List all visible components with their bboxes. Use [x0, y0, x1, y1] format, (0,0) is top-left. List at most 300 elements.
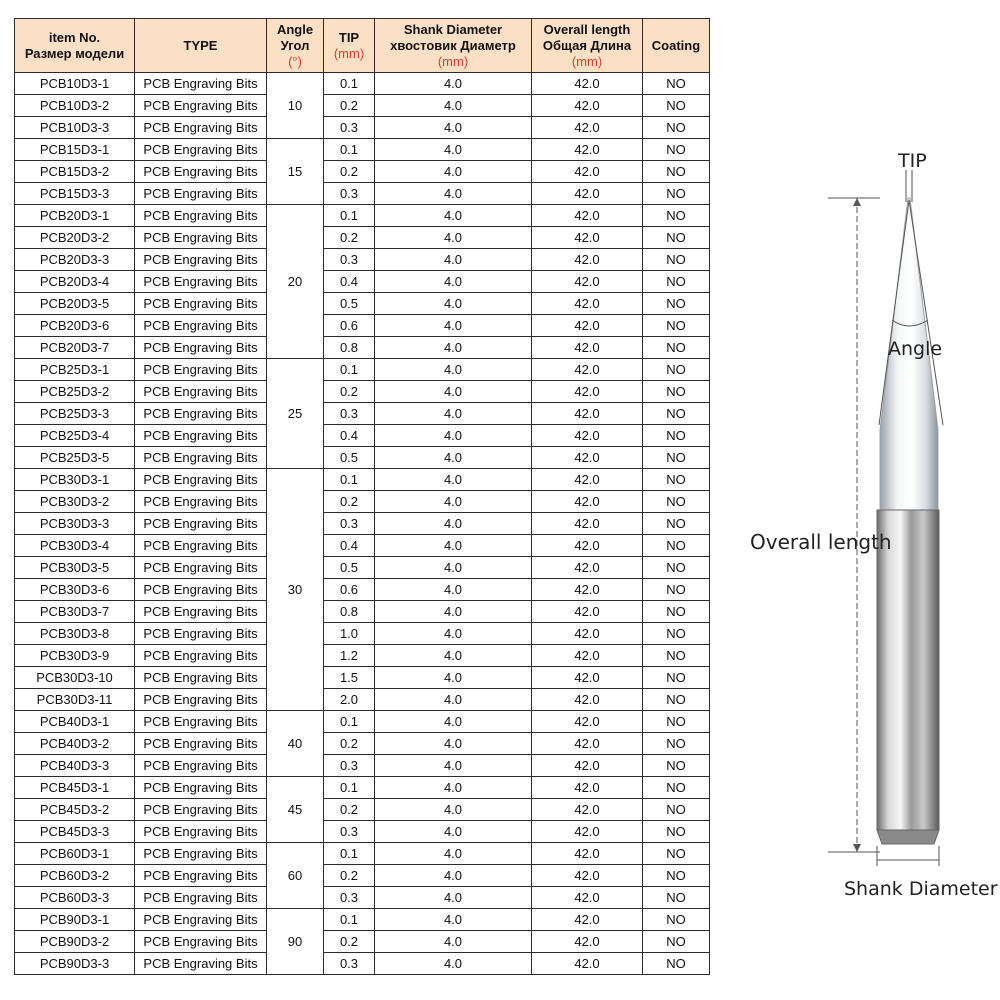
item-no-cell: PCB25D3-3: [15, 403, 135, 425]
tip-label: TIP: [898, 150, 927, 172]
angle-cell: 25: [267, 359, 324, 469]
coating-cell: NO: [643, 887, 710, 909]
overall-length-cell: 42.0: [532, 447, 643, 469]
item-no-cell: PCB30D3-10: [15, 667, 135, 689]
tip-cell: 0.3: [324, 403, 375, 425]
angle-cell: 60: [267, 843, 324, 909]
table-row: [15, 337, 710, 359]
shank-diameter-cell: 4.0: [375, 337, 532, 359]
table-row: [15, 227, 710, 249]
angle-cell: 90: [267, 909, 324, 975]
type-cell: PCB Engraving Bits: [135, 535, 267, 557]
coating-cell: NO: [643, 73, 710, 95]
overall-length-cell: 42.0: [532, 667, 643, 689]
type-cell: PCB Engraving Bits: [135, 139, 267, 161]
item-no-cell: PCB60D3-2: [15, 865, 135, 887]
item-no-cell: PCB60D3-3: [15, 887, 135, 909]
type-cell: PCB Engraving Bits: [135, 733, 267, 755]
overall-length-cell: 42.0: [532, 711, 643, 733]
overall-length-cell: 42.0: [532, 337, 643, 359]
overall-length-cell: 42.0: [532, 205, 643, 227]
type-cell: PCB Engraving Bits: [135, 557, 267, 579]
coating-cell: NO: [643, 623, 710, 645]
overall-length-cell: 42.0: [532, 271, 643, 293]
tip-cell: 0.1: [324, 469, 375, 491]
tip-cell: 0.8: [324, 601, 375, 623]
tip-cell: 0.2: [324, 227, 375, 249]
tip-cell: 0.3: [324, 249, 375, 271]
header-shank-diameter: [375, 19, 532, 73]
tip-cell: 0.1: [324, 843, 375, 865]
table-row: [15, 887, 710, 909]
coating-cell: NO: [643, 953, 710, 975]
table-body: [15, 73, 710, 975]
header-angle-en: Angle: [276, 21, 314, 37]
item-no-cell: PCB60D3-1: [15, 843, 135, 865]
table-row: [15, 205, 710, 227]
table-row: [15, 447, 710, 469]
shank-diameter-cell: 4.0: [375, 689, 532, 711]
type-cell: PCB Engraving Bits: [135, 315, 267, 337]
shank-diameter-cell: 4.0: [375, 359, 532, 381]
angle-cell: 10: [267, 73, 324, 139]
shank-diameter-cell: 4.0: [375, 491, 532, 513]
coating-cell: NO: [643, 799, 710, 821]
shank-diameter-cell: 4.0: [375, 447, 532, 469]
item-no-cell: PCB25D3-4: [15, 425, 135, 447]
table-row: [15, 777, 710, 799]
header-type: [135, 19, 267, 73]
type-cell: PCB Engraving Bits: [135, 205, 267, 227]
item-no-cell: PCB25D3-2: [15, 381, 135, 403]
overall-length-cell: 42.0: [532, 909, 643, 931]
table-row: [15, 623, 710, 645]
header-coating-label: Coating: [651, 37, 701, 53]
table-row: [15, 733, 710, 755]
overall-length-cell: 42.0: [532, 623, 643, 645]
item-no-cell: PCB20D3-6: [15, 315, 135, 337]
coating-cell: NO: [643, 271, 710, 293]
table-row: [15, 73, 710, 95]
table-row: [15, 557, 710, 579]
coating-cell: NO: [643, 909, 710, 931]
overall-length-cell: 42.0: [532, 491, 643, 513]
type-cell: PCB Engraving Bits: [135, 513, 267, 535]
coating-cell: NO: [643, 183, 710, 205]
overall-length-cell: 42.0: [532, 557, 643, 579]
shank-diameter-cell: 4.0: [375, 821, 532, 843]
item-no-cell: PCB45D3-2: [15, 799, 135, 821]
shank-diameter-cell: 4.0: [375, 667, 532, 689]
coating-cell: NO: [643, 491, 710, 513]
table-row: [15, 689, 710, 711]
angle-cell: 40: [267, 711, 324, 777]
overall-length-cell: 42.0: [532, 249, 643, 271]
overall-length-cell: 42.0: [532, 469, 643, 491]
shank-diameter-cell: 4.0: [375, 579, 532, 601]
coating-cell: NO: [643, 843, 710, 865]
item-no-cell: PCB45D3-3: [15, 821, 135, 843]
overall-length-cell: 42.0: [532, 887, 643, 909]
overall-length-cell: 42.0: [532, 865, 643, 887]
coating-cell: NO: [643, 337, 710, 359]
tip-cell: 0.6: [324, 315, 375, 337]
item-no-cell: PCB30D3-3: [15, 513, 135, 535]
type-cell: PCB Engraving Bits: [135, 887, 267, 909]
tip-cell: 0.3: [324, 953, 375, 975]
type-cell: PCB Engraving Bits: [135, 403, 267, 425]
shank-diameter-cell: 4.0: [375, 953, 532, 975]
coating-cell: NO: [643, 315, 710, 337]
coating-cell: NO: [643, 755, 710, 777]
header-length-ru: Общая Длина: [542, 37, 632, 53]
overall-length-label: Overall length: [750, 530, 892, 554]
tip-cell: 0.3: [324, 513, 375, 535]
item-no-cell: PCB30D3-9: [15, 645, 135, 667]
item-no-cell: PCB40D3-1: [15, 711, 135, 733]
type-cell: PCB Engraving Bits: [135, 491, 267, 513]
tip-cell: 0.4: [324, 535, 375, 557]
tip-cell: 1.5: [324, 667, 375, 689]
item-no-cell: PCB10D3-3: [15, 117, 135, 139]
shank-diameter-cell: 4.0: [375, 117, 532, 139]
item-no-cell: PCB45D3-1: [15, 777, 135, 799]
table-row: [15, 293, 710, 315]
angle-cell: 20: [267, 205, 324, 359]
header-tip-label: TIP: [338, 29, 360, 45]
coating-cell: NO: [643, 579, 710, 601]
coating-cell: NO: [643, 249, 710, 271]
coating-cell: NO: [643, 469, 710, 491]
angle-label: Angle: [888, 338, 943, 360]
shank-diameter-cell: 4.0: [375, 887, 532, 909]
overall-length-cell: 42.0: [532, 227, 643, 249]
shank-diameter-cell: 4.0: [375, 425, 532, 447]
type-cell: PCB Engraving Bits: [135, 447, 267, 469]
header-overall-length: [532, 19, 643, 73]
item-no-cell: PCB40D3-3: [15, 755, 135, 777]
overall-length-cell: 42.0: [532, 403, 643, 425]
item-no-cell: PCB90D3-3: [15, 953, 135, 975]
type-cell: PCB Engraving Bits: [135, 711, 267, 733]
table-row: [15, 865, 710, 887]
header-item-no: [15, 19, 135, 73]
shank-diameter-cell: 4.0: [375, 381, 532, 403]
item-no-cell: PCB30D3-1: [15, 469, 135, 491]
tip-cell: 0.4: [324, 271, 375, 293]
item-no-cell: PCB30D3-4: [15, 535, 135, 557]
type-cell: PCB Engraving Bits: [135, 227, 267, 249]
tip-cell: 0.2: [324, 161, 375, 183]
overall-length-cell: 42.0: [532, 425, 643, 447]
type-cell: PCB Engraving Bits: [135, 843, 267, 865]
item-no-cell: PCB20D3-2: [15, 227, 135, 249]
angle-cell: 30: [267, 469, 324, 711]
shank-diameter-cell: 4.0: [375, 183, 532, 205]
overall-length-cell: 42.0: [532, 359, 643, 381]
overall-length-cell: 42.0: [532, 601, 643, 623]
type-cell: PCB Engraving Bits: [135, 777, 267, 799]
type-cell: PCB Engraving Bits: [135, 909, 267, 931]
coating-cell: NO: [643, 865, 710, 887]
table-row: [15, 183, 710, 205]
coating-cell: NO: [643, 931, 710, 953]
type-cell: PCB Engraving Bits: [135, 667, 267, 689]
coating-cell: NO: [643, 359, 710, 381]
tip-cell: 2.0: [324, 689, 375, 711]
table-row: [15, 425, 710, 447]
tip-cell: 0.1: [324, 73, 375, 95]
tip-cell: 0.2: [324, 799, 375, 821]
shank-diameter-cell: 4.0: [375, 733, 532, 755]
coating-cell: NO: [643, 381, 710, 403]
tip-cell: 0.8: [324, 337, 375, 359]
item-no-cell: PCB30D3-7: [15, 601, 135, 623]
type-cell: PCB Engraving Bits: [135, 293, 267, 315]
shank-diameter-cell: 4.0: [375, 777, 532, 799]
coating-cell: NO: [643, 403, 710, 425]
shank-diameter-cell: 4.0: [375, 799, 532, 821]
length-arrow-up: [853, 198, 861, 206]
coating-cell: NO: [643, 447, 710, 469]
item-no-cell: PCB90D3-2: [15, 931, 135, 953]
item-no-cell: PCB20D3-1: [15, 205, 135, 227]
shank-diameter-cell: 4.0: [375, 205, 532, 227]
type-cell: PCB Engraving Bits: [135, 821, 267, 843]
overall-length-cell: 42.0: [532, 117, 643, 139]
type-cell: PCB Engraving Bits: [135, 931, 267, 953]
table-row: [15, 931, 710, 953]
coating-cell: NO: [643, 557, 710, 579]
table-row: [15, 359, 710, 381]
length-arrow-down: [853, 844, 861, 852]
tip-cell: 0.1: [324, 909, 375, 931]
type-cell: PCB Engraving Bits: [135, 689, 267, 711]
table-row: [15, 953, 710, 975]
table-header: [15, 19, 710, 73]
coating-cell: NO: [643, 777, 710, 799]
header-coating: [643, 19, 710, 73]
table-row: [15, 821, 710, 843]
header-item-no-en: item No.: [48, 29, 101, 45]
table-row: [15, 711, 710, 733]
table-row: [15, 161, 710, 183]
type-cell: PCB Engraving Bits: [135, 249, 267, 271]
item-no-cell: PCB20D3-5: [15, 293, 135, 315]
overall-length-cell: 42.0: [532, 95, 643, 117]
shank-diameter-cell: 4.0: [375, 227, 532, 249]
coating-cell: NO: [643, 711, 710, 733]
type-cell: PCB Engraving Bits: [135, 95, 267, 117]
type-cell: PCB Engraving Bits: [135, 73, 267, 95]
overall-length-cell: 42.0: [532, 953, 643, 975]
overall-length-cell: 42.0: [532, 535, 643, 557]
item-no-cell: PCB30D3-2: [15, 491, 135, 513]
table-row: [15, 95, 710, 117]
header-item-no-ru: Размер модели: [24, 45, 125, 61]
overall-length-cell: 42.0: [532, 513, 643, 535]
coating-cell: NO: [643, 161, 710, 183]
shank-diameter-cell: 4.0: [375, 601, 532, 623]
tip-cell: 0.2: [324, 381, 375, 403]
header-shank-en: Shank Diameter: [403, 21, 503, 37]
table-row: [15, 645, 710, 667]
overall-length-cell: 42.0: [532, 777, 643, 799]
type-cell: PCB Engraving Bits: [135, 183, 267, 205]
shank-diameter-cell: 4.0: [375, 249, 532, 271]
table-row: [15, 403, 710, 425]
coating-cell: NO: [643, 227, 710, 249]
table-row: [15, 601, 710, 623]
coating-cell: NO: [643, 645, 710, 667]
item-no-cell: PCB20D3-3: [15, 249, 135, 271]
tip-cell: 0.3: [324, 821, 375, 843]
table-row: [15, 799, 710, 821]
item-no-cell: PCB15D3-2: [15, 161, 135, 183]
shank-diameter-cell: 4.0: [375, 315, 532, 337]
overall-length-cell: 42.0: [532, 293, 643, 315]
table-row: [15, 117, 710, 139]
item-no-cell: PCB90D3-1: [15, 909, 135, 931]
tip-cell: 0.5: [324, 447, 375, 469]
tip-cell: 0.2: [324, 865, 375, 887]
type-cell: PCB Engraving Bits: [135, 579, 267, 601]
type-cell: PCB Engraving Bits: [135, 469, 267, 491]
spec-table: [14, 18, 710, 975]
table-row: [15, 535, 710, 557]
table-row: [15, 315, 710, 337]
coating-cell: NO: [643, 425, 710, 447]
angle-cell: 15: [267, 139, 324, 205]
overall-length-cell: 42.0: [532, 755, 643, 777]
item-no-cell: PCB15D3-1: [15, 139, 135, 161]
coating-cell: NO: [643, 293, 710, 315]
type-cell: PCB Engraving Bits: [135, 799, 267, 821]
type-cell: PCB Engraving Bits: [135, 645, 267, 667]
coating-cell: NO: [643, 205, 710, 227]
coating-cell: NO: [643, 821, 710, 843]
header-angle-ru: Угол: [280, 37, 310, 53]
tip-cell: 0.6: [324, 579, 375, 601]
item-no-cell: PCB40D3-2: [15, 733, 135, 755]
shank-diameter-cell: 4.0: [375, 557, 532, 579]
overall-length-cell: 42.0: [532, 931, 643, 953]
tip-cell: 0.2: [324, 733, 375, 755]
tip-cell: 0.2: [324, 931, 375, 953]
overall-length-cell: 42.0: [532, 579, 643, 601]
shank-diameter-cell: 4.0: [375, 161, 532, 183]
header-length-unit: (mm): [571, 53, 603, 69]
overall-length-cell: 42.0: [532, 73, 643, 95]
table-row: [15, 249, 710, 271]
table-row: [15, 139, 710, 161]
bit-shank: [877, 510, 939, 830]
tip-cell: 0.3: [324, 117, 375, 139]
shank-diameter-cell: 4.0: [375, 755, 532, 777]
table-row: [15, 381, 710, 403]
item-no-cell: PCB20D3-4: [15, 271, 135, 293]
tip-cell: 1.0: [324, 623, 375, 645]
overall-length-cell: 42.0: [532, 381, 643, 403]
shank-diameter-cell: 4.0: [375, 73, 532, 95]
tip-cell: 0.1: [324, 359, 375, 381]
header-row: [15, 19, 710, 73]
coating-cell: NO: [643, 733, 710, 755]
shank-diameter-cell: 4.0: [375, 711, 532, 733]
type-cell: PCB Engraving Bits: [135, 953, 267, 975]
shank-diameter-cell: 4.0: [375, 513, 532, 535]
item-no-cell: PCB30D3-8: [15, 623, 135, 645]
tip-cell: 0.1: [324, 205, 375, 227]
coating-cell: NO: [643, 513, 710, 535]
table-row: [15, 755, 710, 777]
overall-length-cell: 42.0: [532, 645, 643, 667]
tip-cell: 0.1: [324, 139, 375, 161]
angle-cell: 45: [267, 777, 324, 843]
header-shank-unit: (mm): [437, 53, 469, 69]
header-angle: [267, 19, 324, 73]
header-tip-unit: (mm): [333, 45, 365, 61]
shank-chamfer: [877, 830, 939, 844]
type-cell: PCB Engraving Bits: [135, 117, 267, 139]
shank-diameter-cell: 4.0: [375, 865, 532, 887]
type-cell: PCB Engraving Bits: [135, 381, 267, 403]
coating-cell: NO: [643, 689, 710, 711]
tip-cell: 0.3: [324, 755, 375, 777]
item-no-cell: PCB25D3-5: [15, 447, 135, 469]
item-no-cell: PCB20D3-7: [15, 337, 135, 359]
shank-diameter-cell: 4.0: [375, 271, 532, 293]
tip-cell: 0.4: [324, 425, 375, 447]
coating-cell: NO: [643, 535, 710, 557]
tip-cell: 0.5: [324, 557, 375, 579]
overall-length-cell: 42.0: [532, 161, 643, 183]
table-row: [15, 469, 710, 491]
item-no-cell: PCB30D3-11: [15, 689, 135, 711]
tip-cell: 0.5: [324, 293, 375, 315]
tip-cell: 0.3: [324, 183, 375, 205]
header-angle-unit: (°): [288, 53, 302, 69]
overall-length-cell: 42.0: [532, 183, 643, 205]
type-cell: PCB Engraving Bits: [135, 623, 267, 645]
item-no-cell: PCB10D3-1: [15, 73, 135, 95]
shank-diameter-cell: 4.0: [375, 139, 532, 161]
overall-length-cell: 42.0: [532, 689, 643, 711]
bit-diagram: [740, 140, 998, 920]
table-row: [15, 843, 710, 865]
header-shank-ru: хвостовик Диаметр: [390, 37, 516, 53]
shank-diameter-cell: 4.0: [375, 293, 532, 315]
table-row: [15, 513, 710, 535]
header-tip: [324, 19, 375, 73]
item-no-cell: PCB30D3-6: [15, 579, 135, 601]
header-length-en: Overall length: [543, 21, 631, 37]
shank-diameter-cell: 4.0: [375, 403, 532, 425]
overall-length-cell: 42.0: [532, 733, 643, 755]
type-cell: PCB Engraving Bits: [135, 601, 267, 623]
tip-cell: 0.3: [324, 887, 375, 909]
type-cell: PCB Engraving Bits: [135, 337, 267, 359]
tip-cell: 0.2: [324, 491, 375, 513]
type-cell: PCB Engraving Bits: [135, 359, 267, 381]
type-cell: PCB Engraving Bits: [135, 161, 267, 183]
table-row: [15, 491, 710, 513]
table-row: [15, 271, 710, 293]
shank-diameter-cell: 4.0: [375, 623, 532, 645]
shank-diameter-cell: 4.0: [375, 469, 532, 491]
coating-cell: NO: [643, 667, 710, 689]
coating-cell: NO: [643, 139, 710, 161]
